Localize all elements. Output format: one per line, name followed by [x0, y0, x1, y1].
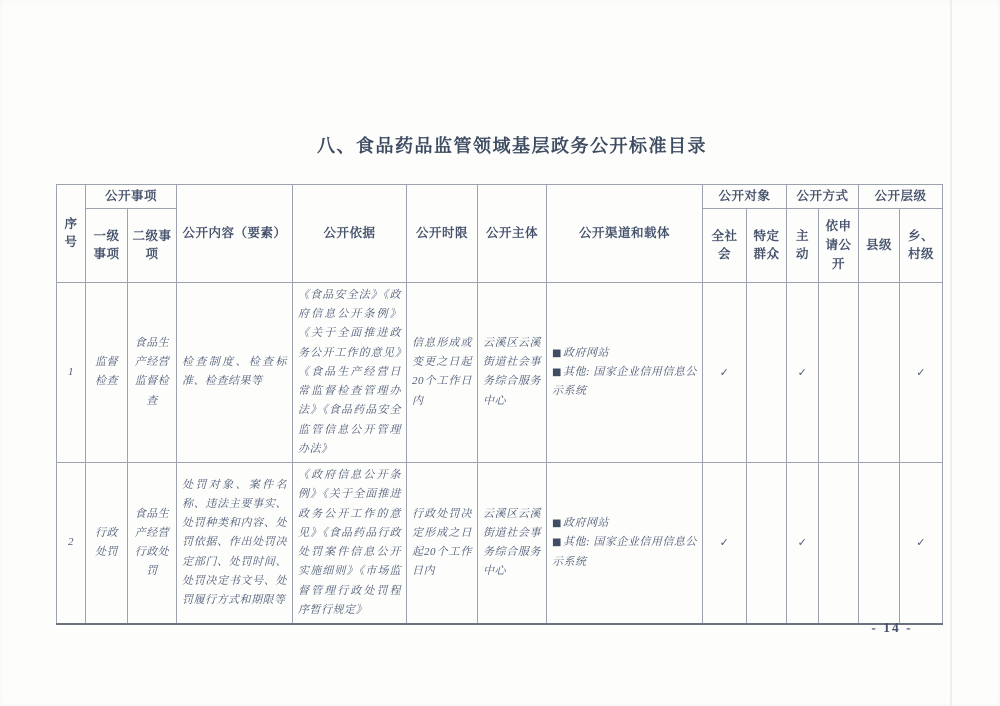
header-basis: 公开依据 [293, 185, 407, 283]
channel-label: 其他: 国家企业信用信息公示系统 [552, 365, 697, 397]
cell-level2: 食品生产经营行政处罚 [128, 463, 177, 625]
check-cell-specific [747, 463, 787, 625]
header-content: 公开内容（要素） [177, 185, 293, 283]
header-specific-groups: 特定群众 [747, 208, 787, 282]
header-township: 乡、村级 [900, 208, 943, 282]
square-bullet-icon: ■ [552, 518, 562, 530]
cell-basis: 《食品安全法》《政府信息公开条例》《关于全面推进政务公开工作的意见》《食品生产经营日常监督检查管理办法》《食品药品安全监管信息公开管理办法》 [293, 282, 407, 462]
square-bullet-icon: ■ [552, 537, 562, 549]
cell-seq: 1 [57, 282, 86, 462]
header-all-society: 全社会 [703, 208, 747, 282]
channel-item [552, 514, 697, 533]
header-on-request: 依申请公开 [819, 208, 859, 282]
checkmark-icon: ✓ [787, 282, 819, 462]
header-method-group: 公开方式 [787, 185, 859, 209]
channel-item [552, 533, 697, 572]
cell-content: 检查制度、检查标准、检查结果等 [177, 282, 293, 462]
channel-label: 政府网站 [562, 517, 609, 530]
header-items-group: 公开事项 [86, 185, 177, 209]
page-number: - 14 - [871, 620, 913, 635]
header-channels: 公开渠道和载体 [547, 185, 703, 283]
square-bullet-icon: ■ [552, 366, 562, 378]
cell-channels [547, 463, 703, 625]
table-row [57, 282, 943, 462]
cell-subject: 云溪区云溪街道社会事务综合服务中心 [478, 463, 547, 625]
check-cell-on-request [819, 463, 859, 625]
header-county: 县级 [859, 208, 900, 282]
check-cell-county [859, 282, 900, 462]
cell-seq: 2 [57, 463, 86, 625]
cell-content: 处罚对象、案件名称、违法主要事实、处罚种类和内容、处罚依据、作出处罚决定部门、处罚时间、处罚决定书文号、处罚履行方式和期限等 [177, 463, 293, 625]
header-level2: 二级事项 [128, 208, 177, 282]
cell-level1: 监督检查 [86, 282, 128, 462]
header-subject: 公开主体 [478, 185, 547, 283]
disclosure-standards-table [56, 184, 943, 625]
square-bullet-icon: ■ [552, 347, 562, 359]
header-seq: 序号 [57, 185, 86, 283]
check-cell-county [859, 463, 900, 625]
cell-basis: 《政府信息公开条例》《关于全面推进政务公开工作的意见》《食品药品行政处罚案件信息公开实施细则》《市场监督管理行政处罚程序暂行规定》 [293, 463, 407, 625]
header-active: 主动 [787, 208, 819, 282]
checkmark-icon: ✓ [787, 463, 819, 625]
check-cell-on-request [819, 282, 859, 462]
cell-subject: 云溪区云溪街道社会事务综合服务中心 [478, 282, 547, 462]
check-cell-specific [747, 282, 787, 462]
cell-level1: 行政处罚 [86, 463, 128, 625]
checkmark-icon: ✓ [900, 463, 943, 625]
channel-item [552, 344, 697, 363]
header-time-limit: 公开时限 [407, 185, 478, 283]
cell-channels [547, 282, 703, 462]
page-title: 八、食品药品监管领域基层政务公开标准目录 [317, 136, 707, 156]
checkmark-icon: ✓ [703, 282, 747, 462]
channel-label: 政府网站 [562, 346, 609, 359]
page-fold-line [950, 0, 952, 706]
channel-label: 其他: 国家企业信用信息公示系统 [552, 536, 697, 568]
header-level1: 一级事项 [86, 208, 128, 282]
header-level-group: 公开层级 [859, 185, 943, 209]
channel-item [552, 363, 697, 402]
checkmark-icon: ✓ [703, 463, 747, 625]
header-audience-group: 公开对象 [703, 185, 787, 209]
cell-time-limit: 信息形成或变更之日起20个工作日内 [407, 282, 478, 462]
cell-level2: 食品生产经营监督检查 [128, 282, 177, 462]
cell-time-limit: 行政处罚决定形成之日起20个工作日内 [407, 463, 478, 625]
checkmark-icon: ✓ [900, 282, 943, 462]
table-row [57, 463, 943, 625]
